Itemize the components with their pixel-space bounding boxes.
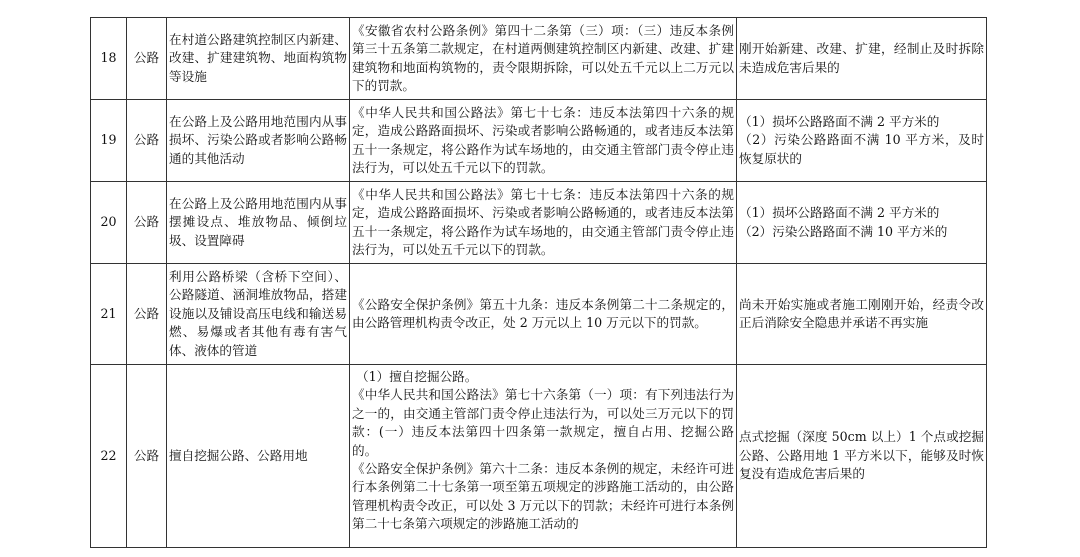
condition-line: （2）污染公路路面不满 10 平方米，及时恢复原状的 bbox=[739, 132, 984, 166]
row-item: 利用公路桥梁（含桥下空间）、公路隧道、涵洞堆放物品，搭建设施以及铺设高压电线和输送易燃、易爆或者其他有毒有害气体、液体的管道 bbox=[167, 264, 350, 365]
row-legal-basis bbox=[350, 365, 737, 548]
row-condition bbox=[737, 100, 987, 182]
row-category: 公路 bbox=[127, 100, 167, 182]
basis-paragraph: 《中华人民共和国公路法》第七十六条第（一）项：有下列违法行为之一的，由交通主管部门责令停止违法行为，可以处三万元以下的罚款：(一）违反本法第四十四条第一款规定，擅自占用、挖掘公路的。 bbox=[352, 387, 734, 458]
row-condition bbox=[737, 182, 987, 264]
row-condition: 点式挖掘（深度 50cm 以上）1 个点或挖掘公路、公路用地 1 平方米以下，能够及时恢复没有造成危害后果的 bbox=[737, 365, 987, 548]
table-row bbox=[91, 100, 987, 182]
condition-line: （2）污染公路路面不满 10 平方米的 bbox=[739, 223, 948, 239]
row-category: 公路 bbox=[127, 182, 167, 264]
row-number: 22 bbox=[91, 365, 127, 548]
row-category: 公路 bbox=[127, 365, 167, 548]
row-category: 公路 bbox=[127, 264, 167, 365]
row-legal-basis: 《公路安全保护条例》第五十九条：违反本条例第二十二条规定的，由公路管理机构责令改正，处 2 万元以上 10 万元以下的罚款。 bbox=[350, 264, 737, 365]
table-row bbox=[91, 182, 987, 264]
row-number: 21 bbox=[91, 264, 127, 365]
table-row bbox=[91, 365, 987, 548]
row-legal-basis: 《中华人民共和国公路法》第七十七条：违反本法第四十六条的规定，造成公路路面损坏、污染或者影响公路畅通的，或者违反本法第五十一条规定，将公路作为试车场地的，由交通主管部门责令停止违法行为，可以处五千元以下的罚款。 bbox=[350, 100, 737, 182]
row-item: 在公路上及公路用地范围内从事摆摊设点、堆放物品、倾倒垃圾、设置障碍 bbox=[167, 182, 350, 264]
row-number: 19 bbox=[91, 100, 127, 182]
condition-line: （1）损坏公路路面不满 2 平方米的 bbox=[739, 113, 940, 129]
row-condition: 尚未开始实施或者施工刚刚开始，经责令改正后消除安全隐患并承诺不再实施 bbox=[737, 264, 987, 365]
row-condition: 刚开始新建、改建、扩建，经制止及时拆除未造成危害后果的 bbox=[737, 18, 987, 100]
row-legal-basis: 《中华人民共和国公路法》第七十七条：违反本法第四十六条的规定，造成公路路面损坏、污染或者影响公路畅通的，或者违反本法第五十一条规定，将公路作为试车场地的，由交通主管部门责令停止违法行为，可以处五千元以下的罚款。 bbox=[350, 182, 737, 264]
condition-line: （1）损坏公路路面不满 2 平方米的 bbox=[739, 205, 940, 221]
basis-paragraph: 《公路安全保护条例》第六十二条：违反本条例的规定，未经许可进行本条例第二十七条第一项至第五项规定的涉路施工活动的，由公路管理机构责令改正，可以处 3 万元以下的罚款；未经许可进行本条例第二十七条第六项规定的涉路施工活动的 bbox=[352, 461, 734, 532]
table-row bbox=[91, 18, 987, 100]
regulation-table bbox=[90, 17, 987, 548]
row-item: 擅自挖掘公路、公路用地 bbox=[167, 365, 350, 548]
row-item: 在村道公路建筑控制区内新建、改建、扩建建筑物、地面构筑物等设施 bbox=[167, 18, 350, 100]
table-row bbox=[91, 264, 987, 365]
row-legal-basis: 《安徽省农村公路条例》第四十二条第（三）项：（三）违反本条例第三十五条第二款规定，在村道两侧建筑控制区内新建、改建、扩建建筑物和地面构筑物的，责令限期拆除，可以处五千元以上二万元以下的罚款。 bbox=[350, 18, 737, 100]
row-item: 在公路上及公路用地范围内从事损坏、污染公路或者影响公路畅通的其他活动 bbox=[167, 100, 350, 182]
row-number: 18 bbox=[91, 18, 127, 100]
basis-paragraph: （1）擅自挖掘公路。 bbox=[356, 369, 478, 384]
row-category: 公路 bbox=[127, 18, 167, 100]
row-number: 20 bbox=[91, 182, 127, 264]
